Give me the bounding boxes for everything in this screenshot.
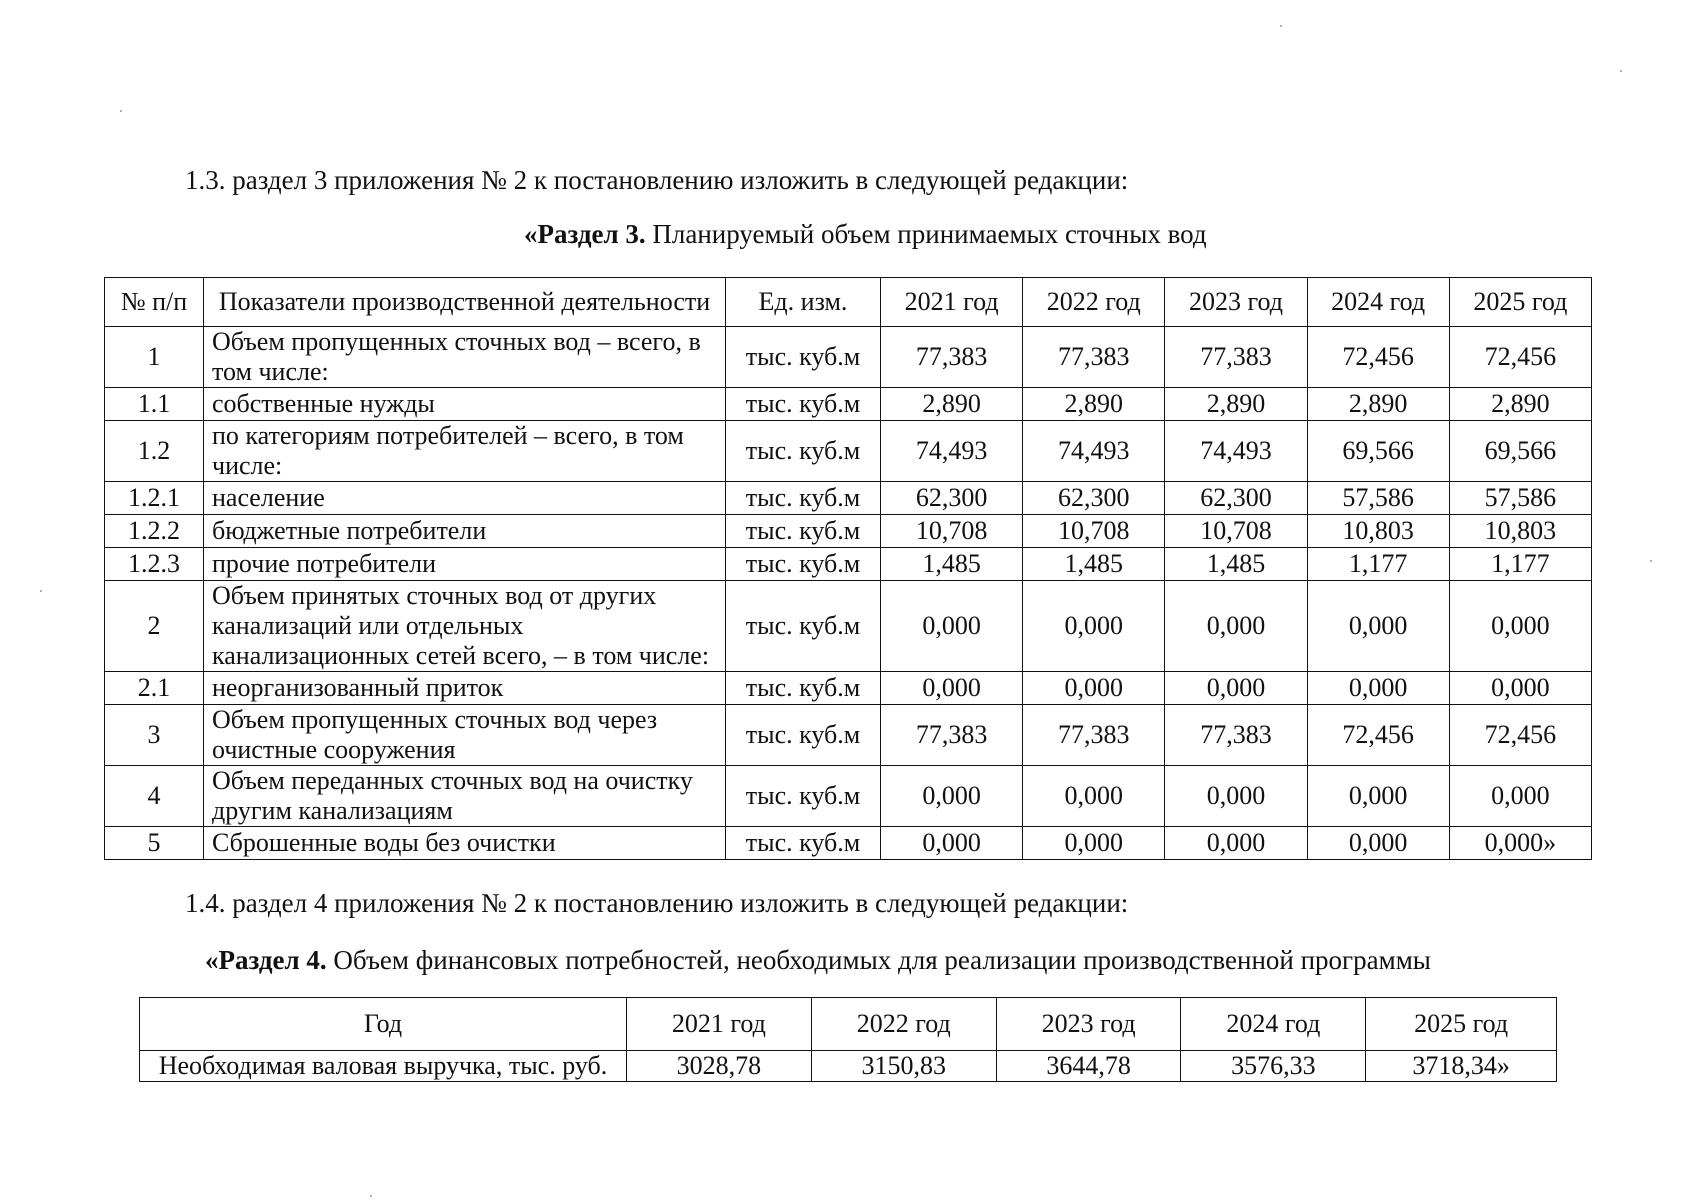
value-2022: 77,383: [1023, 705, 1165, 766]
value-2023: 0,000: [1165, 766, 1307, 827]
scan-speck: [1620, 70, 1622, 72]
value-2021: 62,300: [881, 482, 1023, 515]
table-row: [105, 672, 1592, 705]
row-number: 2.1: [105, 672, 204, 705]
row-unit: тыс. куб.м: [726, 672, 881, 705]
value-2025: 69,566: [1449, 421, 1591, 482]
row-number: 1: [105, 327, 204, 388]
value-2025: 0,000: [1449, 581, 1591, 672]
paragraph-1-3: 1.3. раздел 3 приложения № 2 к постановлению изложить в следующей редакции:: [185, 165, 1129, 195]
scan-speck: [40, 590, 42, 592]
value-2024: 57,586: [1307, 482, 1449, 515]
row-unit: тыс. куб.м: [726, 548, 881, 581]
row-number: 1.2: [105, 421, 204, 482]
scan-speck: [370, 1195, 372, 1197]
row-unit: тыс. куб.м: [726, 482, 881, 515]
header-2025: 2025 год: [1366, 998, 1557, 1051]
value-2025: 72,456: [1449, 327, 1591, 388]
value-2023: 62,300: [1165, 482, 1307, 515]
scan-speck: [120, 110, 122, 112]
row-indicator: Объем пропущенных сточных вод – всего, в том числе:: [204, 327, 726, 388]
value-2023: 2,890: [1165, 388, 1307, 421]
value-2022: 1,485: [1023, 548, 1165, 581]
header-2024: 2024 год: [1181, 998, 1366, 1051]
row-indicator: прочие потребители: [204, 548, 726, 581]
value-2022: 10,708: [1023, 515, 1165, 548]
revenue-label: Необходимая валовая выручка, тыс. руб.: [140, 1051, 627, 1082]
value-2021: 0,000: [881, 672, 1023, 705]
row-number: 3: [105, 705, 204, 766]
row-unit: тыс. куб.м: [726, 581, 881, 672]
row-unit: тыс. куб.м: [726, 421, 881, 482]
header-2025: 2025 год: [1449, 278, 1591, 327]
value-2021: 0,000: [881, 827, 1023, 860]
header-2021: 2021 год: [881, 278, 1023, 327]
value-2021: 2,890: [881, 388, 1023, 421]
table-row: [105, 421, 1592, 482]
header-2021: 2021 год: [627, 998, 812, 1051]
row-indicator: бюджетные потребители: [204, 515, 726, 548]
row-unit: тыс. куб.м: [726, 515, 881, 548]
row-unit: тыс. куб.м: [726, 705, 881, 766]
table-row: [105, 827, 1592, 860]
value-2021: 77,383: [881, 705, 1023, 766]
value-2022: 2,890: [1023, 388, 1165, 421]
table-row: [105, 482, 1592, 515]
row-indicator: Объем принятых сточных вод от других канализаций или отдельных канализационных сетей всего, – в том числе:: [204, 581, 726, 672]
value-2025: 1,177: [1449, 548, 1591, 581]
scan-speck: [1650, 560, 1652, 562]
row-number: 5: [105, 827, 204, 860]
row-unit: тыс. куб.м: [726, 827, 881, 860]
value-2025: 72,456: [1449, 705, 1591, 766]
value-2022: 77,383: [1023, 327, 1165, 388]
value-2023: 77,383: [1165, 327, 1307, 388]
value-2021: 74,493: [881, 421, 1023, 482]
row-unit: тыс. куб.м: [726, 388, 881, 421]
table-row: [105, 327, 1592, 388]
value-2024: 10,803: [1307, 515, 1449, 548]
value-2025: 10,803: [1449, 515, 1591, 548]
section-4-table: [139, 997, 1557, 1082]
value-2023: 0,000: [1165, 827, 1307, 860]
revenue-2023: 3644,78: [996, 1051, 1181, 1082]
row-number: 1.1: [105, 388, 204, 421]
section-3-title: [524, 219, 1207, 250]
table-header-row: [140, 998, 1557, 1051]
value-2024: 72,456: [1307, 705, 1449, 766]
header-2023: 2023 год: [1165, 278, 1307, 327]
section-3-title-text: Планируемый объем принимаемых сточных вод: [645, 219, 1207, 249]
table-row: [105, 581, 1592, 672]
section-3-title-bold: «Раздел 3.: [524, 219, 646, 249]
table-row: [105, 766, 1592, 827]
value-2024: 1,177: [1307, 548, 1449, 581]
value-2023: 10,708: [1165, 515, 1307, 548]
table-row: [105, 388, 1592, 421]
row-number: 2: [105, 581, 204, 672]
value-2022: 0,000: [1023, 827, 1165, 860]
header-num: № п/п: [105, 278, 204, 327]
row-number: 4: [105, 766, 204, 827]
section-3-table: [104, 277, 1592, 860]
revenue-2021: 3028,78: [627, 1051, 812, 1082]
value-2024: 0,000: [1307, 581, 1449, 672]
header-2023: 2023 год: [996, 998, 1181, 1051]
header-year: Год: [140, 998, 627, 1051]
row-indicator: Объем переданных сточных вод на очистку другим канализациям: [204, 766, 726, 827]
value-2024: 69,566: [1307, 421, 1449, 482]
header-unit: Ед. изм.: [726, 278, 881, 327]
table-header-row: [105, 278, 1592, 327]
value-2023: 74,493: [1165, 421, 1307, 482]
table-row: [105, 705, 1592, 766]
row-number: 1.2.3: [105, 548, 204, 581]
table-row: [105, 548, 1592, 581]
value-2024: 2,890: [1307, 388, 1449, 421]
scan-speck: [1280, 25, 1282, 27]
value-2024: 0,000: [1307, 672, 1449, 705]
row-indicator: Объем пропущенных сточных вод через очистные сооружения: [204, 705, 726, 766]
value-2022: 0,000: [1023, 672, 1165, 705]
section-4-title-bold: «Раздел 4.: [205, 945, 327, 975]
row-number: 1.2.1: [105, 482, 204, 515]
row-indicator: Сброшенные воды без очистки: [204, 827, 726, 860]
value-2021: 0,000: [881, 581, 1023, 672]
value-2025: 2,890: [1449, 388, 1591, 421]
paragraph-1-4: 1.4. раздел 4 приложения № 2 к постановлению изложить в следующей редакции:: [185, 888, 1129, 918]
value-2023: 0,000: [1165, 672, 1307, 705]
row-indicator: по категориям потребителей – всего, в том числе:: [204, 421, 726, 482]
value-2023: 0,000: [1165, 581, 1307, 672]
header-2022: 2022 год: [1023, 278, 1165, 327]
section-4-title: [205, 945, 1431, 976]
revenue-2024: 3576,33: [1181, 1051, 1366, 1082]
value-2025: 57,586: [1449, 482, 1591, 515]
section-4-title-text: Объем финансовых потребностей, необходимых для реализации производственной программы: [326, 945, 1431, 975]
value-2024: 72,456: [1307, 327, 1449, 388]
value-2025: 0,000»: [1449, 827, 1591, 860]
value-2021: 10,708: [881, 515, 1023, 548]
value-2024: 0,000: [1307, 766, 1449, 827]
header-2024: 2024 год: [1307, 278, 1449, 327]
row-indicator: население: [204, 482, 726, 515]
value-2021: 1,485: [881, 548, 1023, 581]
row-indicator: неорганизованный приток: [204, 672, 726, 705]
section-3-table-body: [105, 327, 1592, 860]
row-number: 1.2.2: [105, 515, 204, 548]
header-2022: 2022 год: [811, 998, 996, 1051]
revenue-2025: 3718,34»: [1366, 1051, 1557, 1082]
header-indicator: Показатели производственной деятельности: [204, 278, 726, 327]
value-2022: 0,000: [1023, 766, 1165, 827]
row-indicator: собственные нужды: [204, 388, 726, 421]
value-2023: 77,383: [1165, 705, 1307, 766]
value-2023: 1,485: [1165, 548, 1307, 581]
value-2021: 77,383: [881, 327, 1023, 388]
value-2025: 0,000: [1449, 672, 1591, 705]
value-2021: 0,000: [881, 766, 1023, 827]
row-unit: тыс. куб.м: [726, 766, 881, 827]
row-unit: тыс. куб.м: [726, 327, 881, 388]
table-row: [105, 515, 1592, 548]
value-2025: 0,000: [1449, 766, 1591, 827]
revenue-2022: 3150,83: [811, 1051, 996, 1082]
table-row: [140, 1051, 1557, 1082]
value-2024: 0,000: [1307, 827, 1449, 860]
value-2022: 74,493: [1023, 421, 1165, 482]
value-2022: 0,000: [1023, 581, 1165, 672]
value-2022: 62,300: [1023, 482, 1165, 515]
